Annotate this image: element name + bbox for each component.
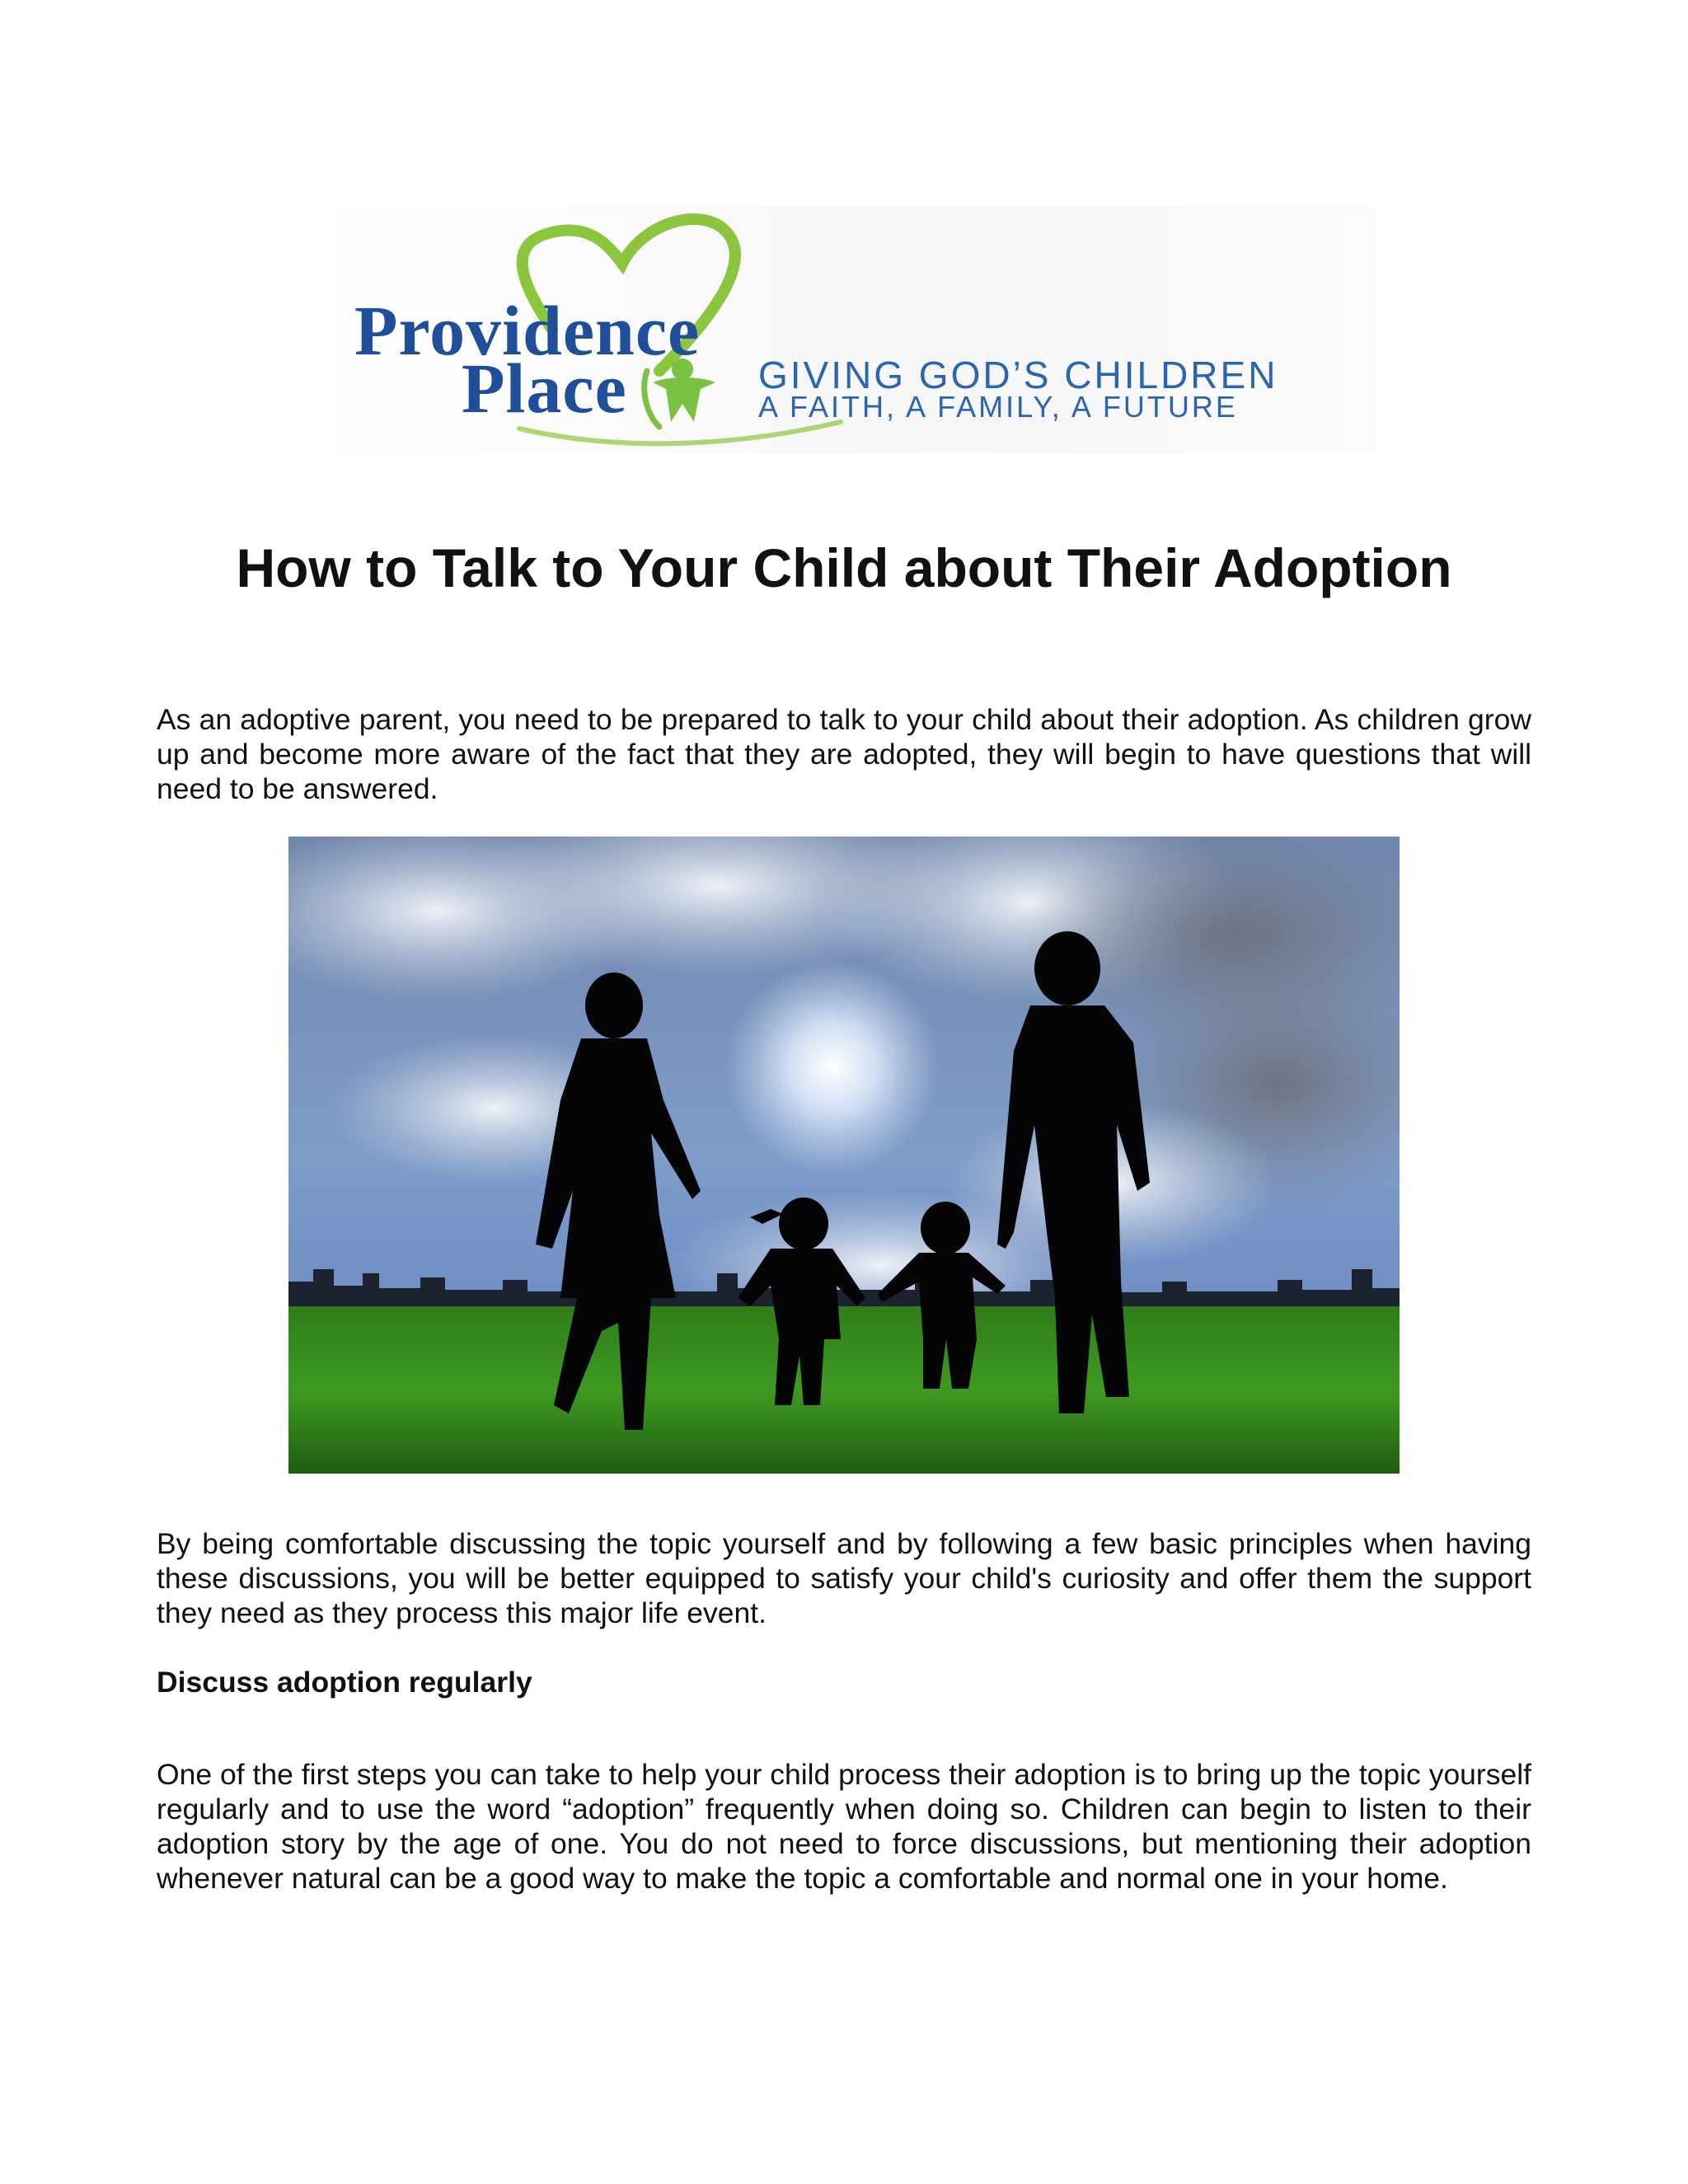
logo-word-providence: Providence [354,291,701,370]
logo-word-place: Place [462,349,627,428]
providence-place-logo [313,206,1376,453]
regularly-paragraph: One of the first steps you can take to help your child process their adoption is to bring up the topic yourself regularly and to use the word “adoption” frequently when doing so. Children can begin to listen to their adoption story by the age of one. You do not need to force discussions, but mentioning their adoption whenever natural can be a good way to make the topic a comfortable and normal one in your home. [157,1758,1531,1895]
page-title: How to Talk to Your Child about Their Adoption [236,537,1452,598]
comfort-paragraph: By being comfortable discussing the topic yourself and by following a few basic principles when having these discussions, you will be better equipped to satisfy your child's curiosity and offer them the support they need as they process this major life event. [157,1527,1531,1629]
intro-paragraph: As an adoptive parent, you need to be prepared to talk to your child about their adoption. As children grow up and become more aware of the fact that they are adopted, they will begin to have questions that will need to be answered. [157,703,1531,805]
logo-tagline-line1: GIVING GOD’S CHILDREN [758,354,1278,396]
logo-tagline-line2: A FAITH, A FAMILY, A FUTURE [758,390,1238,424]
family-silhouette-photo [288,837,1400,1474]
section-heading: Discuss adoption regularly [157,1666,532,1699]
